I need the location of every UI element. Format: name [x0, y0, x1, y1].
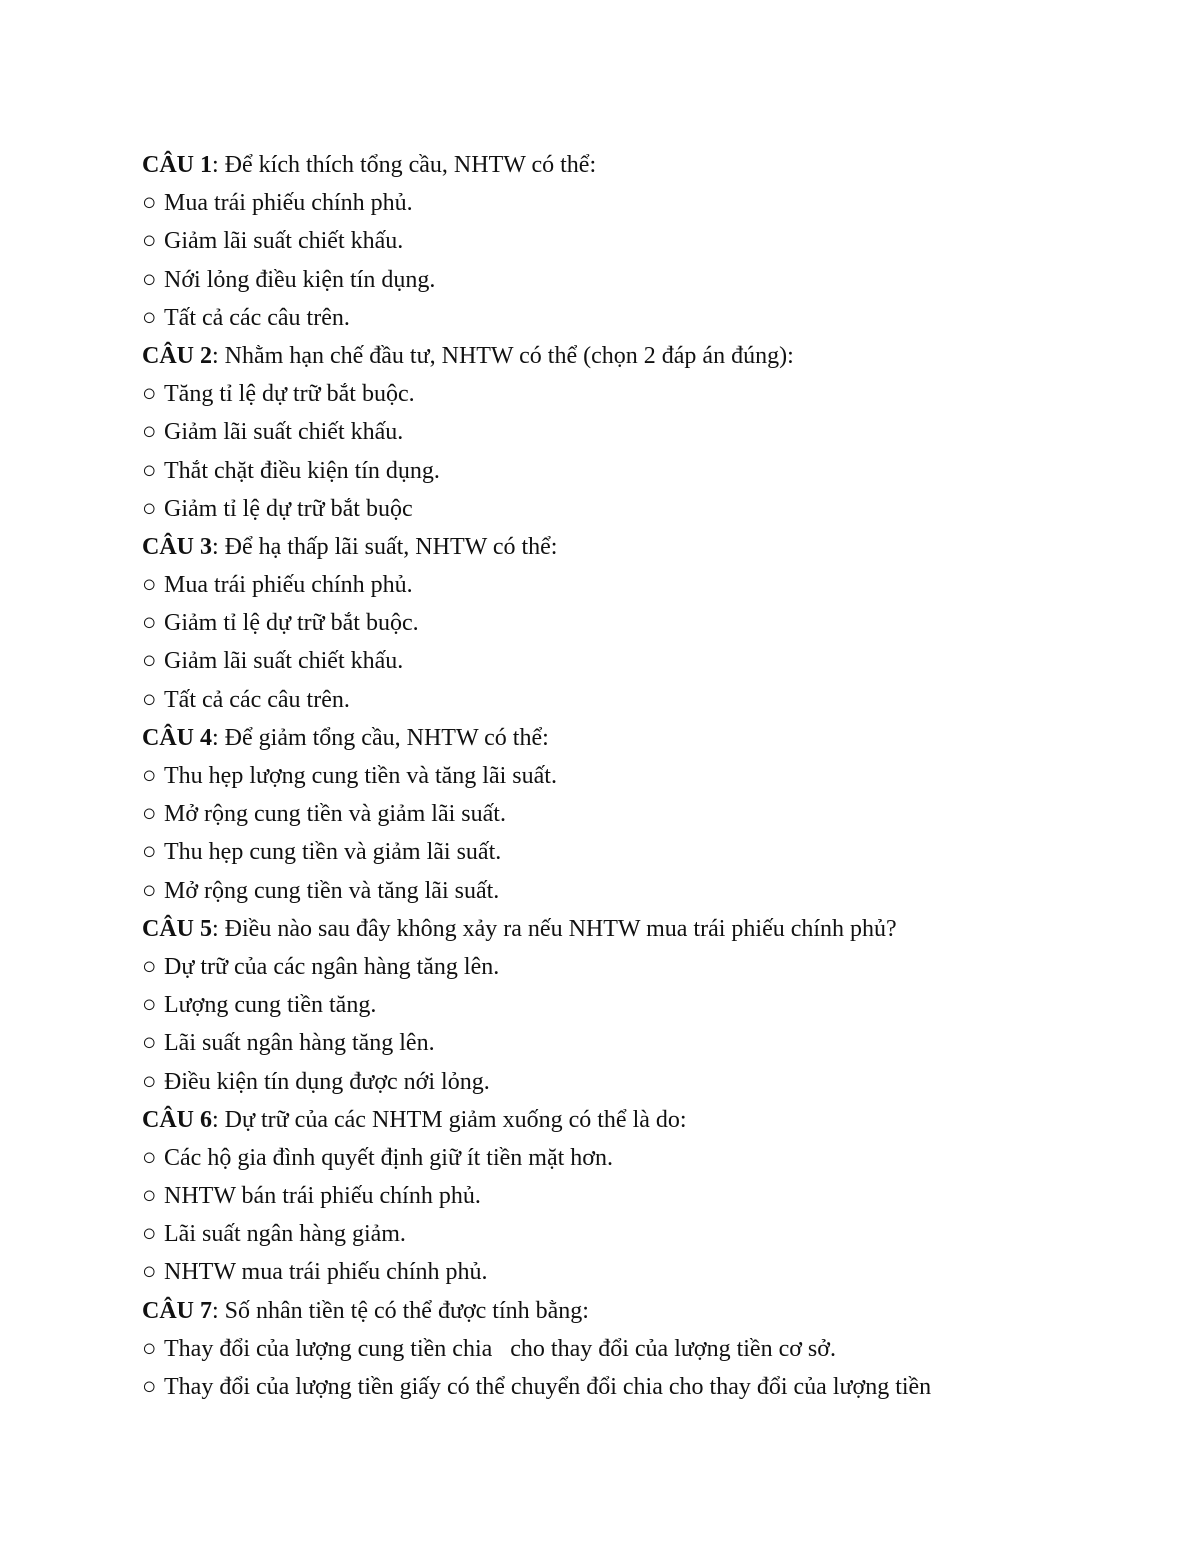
- question-7: [142, 1292, 1152, 1330]
- question-2: [142, 337, 1152, 375]
- answer-option-text: Mở rộng cung tiền và giảm lãi suất.: [164, 801, 506, 828]
- question-text: : Để kích thích tổng cầu, NHTW có thể:: [212, 152, 597, 178]
- question-text: : Nhằm hạn chế đầu tư, NHTW có thể (chọn 2 đáp án đúng):: [212, 342, 794, 369]
- answer-option: [142, 490, 1152, 528]
- answer-option: [142, 1215, 1152, 1253]
- circle-bullet-icon: ○: [142, 763, 157, 789]
- answer-option-text: Giảm tỉ lệ dự trữ bắt buộc: [164, 495, 413, 522]
- circle-bullet-icon: ○: [142, 304, 157, 331]
- answer-option-text: Mở rộng cung tiền và tăng lãi suất.: [164, 877, 500, 904]
- question-label: CÂU 4: [142, 724, 212, 751]
- question-text: : Để hạ thấp lãi suất, NHTW có thể:: [212, 533, 558, 560]
- answer-option: [142, 833, 1152, 871]
- answer-option-text: Lượng cung tiền tăng.: [164, 992, 377, 1019]
- question-1: [142, 146, 1152, 184]
- answer-option: [142, 1368, 1152, 1406]
- circle-bullet-icon: ○: [142, 1335, 157, 1362]
- answer-option: [142, 1253, 1152, 1291]
- answer-option-text: Nới lỏng điều kiện tín dụng.: [164, 266, 436, 293]
- answer-option-text: Giảm lãi suất chiết khấu.: [164, 648, 404, 675]
- circle-bullet-icon: ○: [142, 1221, 157, 1248]
- answer-option: [142, 986, 1152, 1024]
- answer-option: [142, 948, 1152, 986]
- circle-bullet-icon: ○: [142, 839, 157, 866]
- answer-option-text: NHTW bán trái phiếu chính phủ.: [164, 1183, 481, 1210]
- answer-option: [142, 604, 1152, 642]
- circle-bullet-icon: ○: [142, 457, 157, 484]
- answer-option-text: Giảm tỉ lệ dự trữ bắt buộc.: [164, 610, 419, 637]
- circle-bullet-icon: ○: [142, 877, 157, 904]
- answer-option: [142, 1177, 1152, 1215]
- answer-option: [142, 1063, 1152, 1101]
- question-label: CÂU 3: [142, 533, 212, 560]
- answer-option: [142, 375, 1152, 413]
- answer-option: [142, 261, 1152, 299]
- answer-option-text: Mua trái phiếu chính phủ.: [164, 190, 413, 217]
- answer-option: [142, 184, 1152, 222]
- circle-bullet-icon: ○: [142, 1374, 157, 1400]
- question-text: : Điều nào sau đây không xảy ra nếu NHTW mua trái phiếu chính phủ?: [212, 915, 897, 942]
- answer-option: [142, 1330, 1152, 1368]
- answer-option-text: Thay đổi của lượng cung tiền chia cho thay đổi của lượng tiền cơ sở.: [164, 1335, 836, 1362]
- answer-option-text: Dự trữ của các ngân hàng tăng lên.: [164, 953, 500, 980]
- question-text: : Để giảm tổng cầu, NHTW có thể:: [212, 724, 549, 751]
- circle-bullet-icon: ○: [142, 419, 157, 446]
- answer-option: [142, 795, 1152, 833]
- answer-option-text: Lãi suất ngân hàng tăng lên.: [164, 1030, 435, 1057]
- question-3: [142, 528, 1152, 566]
- answer-option-text: Tất cả các câu trên.: [164, 304, 350, 331]
- circle-bullet-icon: ○: [142, 228, 157, 255]
- question-label: CÂU 2: [142, 342, 212, 369]
- circle-bullet-icon: ○: [142, 266, 157, 293]
- answer-option-text: Lãi suất ngân hàng giảm.: [164, 1221, 406, 1248]
- question-label: CÂU 7: [142, 1297, 212, 1324]
- circle-bullet-icon: ○: [142, 1183, 157, 1210]
- answer-option-text: NHTW mua trái phiếu chính phủ.: [164, 1259, 488, 1286]
- answer-option: [142, 1139, 1152, 1177]
- answer-option-text: Thay đổi của lượng tiền giấy có thể chuyển đổi chia cho thay đổi của lượng tiền: [164, 1374, 932, 1400]
- answer-option-text: Giảm lãi suất chiết khấu.: [164, 419, 404, 446]
- circle-bullet-icon: ○: [142, 992, 157, 1019]
- circle-bullet-icon: ○: [142, 801, 157, 828]
- circle-bullet-icon: ○: [142, 190, 157, 217]
- answer-option: [142, 299, 1152, 337]
- circle-bullet-icon: ○: [142, 381, 157, 408]
- circle-bullet-icon: ○: [142, 953, 157, 980]
- question-5: [142, 910, 1152, 948]
- document-page: [142, 146, 1152, 1406]
- question-label: CÂU 6: [142, 1106, 212, 1133]
- answer-option-text: Thu hẹp lượng cung tiền và tăng lãi suất.: [164, 763, 557, 789]
- answer-option-text: Các hộ gia đình quyết định giữ ít tiền mặt hơn.: [164, 1144, 613, 1171]
- answer-option-text: Thu hẹp cung tiền và giảm lãi suất.: [164, 839, 502, 866]
- answer-option: [142, 681, 1152, 719]
- question-text: : Dự trữ của các NHTM giảm xuống có thể là do:: [212, 1106, 687, 1133]
- answer-option-text: Thắt chặt điều kiện tín dụng.: [164, 457, 440, 484]
- circle-bullet-icon: ○: [142, 1259, 157, 1286]
- circle-bullet-icon: ○: [142, 1068, 157, 1095]
- answer-option-text: Tất cả các câu trên.: [164, 686, 350, 713]
- answer-option-text: Tăng tỉ lệ dự trữ bắt buộc.: [164, 381, 415, 408]
- answer-option-text: Giảm lãi suất chiết khấu.: [164, 228, 404, 255]
- answer-option: [142, 566, 1152, 604]
- circle-bullet-icon: ○: [142, 610, 157, 637]
- answer-option: [142, 452, 1152, 490]
- question-4: [142, 719, 1152, 757]
- answer-option: [142, 642, 1152, 680]
- question-text: : Số nhân tiền tệ có thể được tính bằng:: [212, 1297, 589, 1324]
- circle-bullet-icon: ○: [142, 1144, 157, 1171]
- question-label: CÂU 1: [142, 152, 212, 178]
- answer-option-text: Điều kiện tín dụng được nới lỏng.: [164, 1068, 490, 1095]
- circle-bullet-icon: ○: [142, 1030, 157, 1057]
- circle-bullet-icon: ○: [142, 495, 157, 522]
- question-label: CÂU 5: [142, 915, 212, 942]
- circle-bullet-icon: ○: [142, 648, 157, 675]
- answer-option: [142, 222, 1152, 260]
- circle-bullet-icon: ○: [142, 572, 157, 599]
- question-6: [142, 1101, 1152, 1139]
- answer-option: [142, 872, 1152, 910]
- answer-option: [142, 1024, 1152, 1062]
- answer-option: [142, 413, 1152, 451]
- circle-bullet-icon: ○: [142, 686, 157, 713]
- answer-option: [142, 757, 1152, 795]
- answer-option-text: Mua trái phiếu chính phủ.: [164, 572, 413, 599]
